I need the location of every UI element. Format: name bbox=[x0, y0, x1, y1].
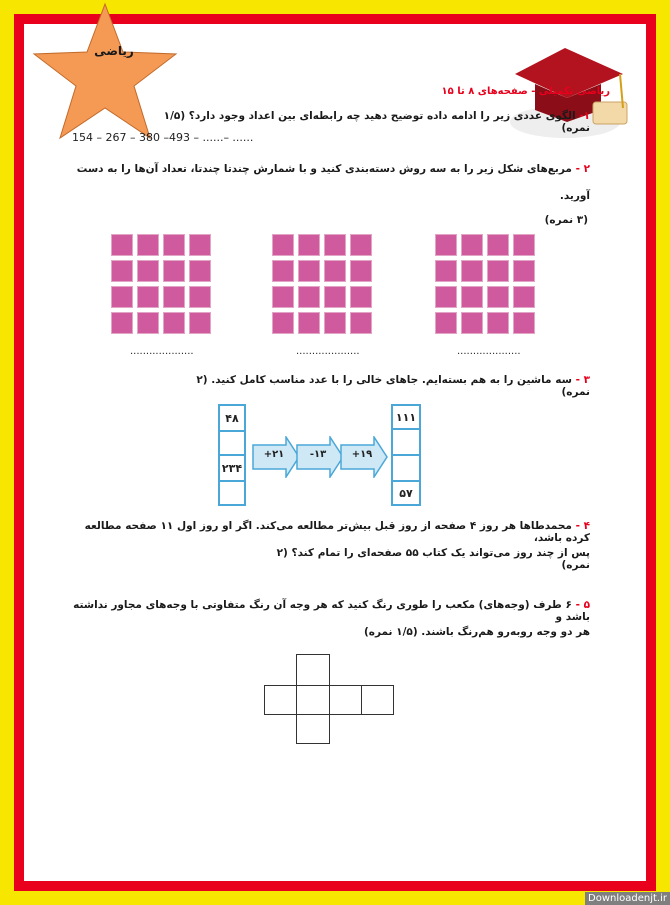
question-4-line2: پس از چند روز می‌تواند یک کتاب ۵۵ صفحه‌ای را تمام کند؟ (۲ نمره) bbox=[276, 547, 590, 571]
right-column-cell: ۱۱۱ bbox=[393, 406, 419, 430]
grid-square bbox=[137, 312, 159, 334]
question-5-text: ۶ طرف (وجه‌های) مکعب را طوری رنگ کنید که هر وجه آن رنگ متفاوتی با وجه‌های مجاور نداشته باشد و bbox=[73, 599, 590, 623]
machine-left-column bbox=[218, 404, 246, 506]
grid-square bbox=[324, 312, 346, 334]
grid-square bbox=[350, 286, 372, 308]
grid-square bbox=[298, 286, 320, 308]
question-2-line2: آورید. bbox=[559, 190, 590, 202]
cube-net-face-bottom bbox=[296, 714, 330, 744]
grid-square bbox=[350, 234, 372, 256]
question-3 bbox=[180, 374, 590, 398]
grid-square bbox=[298, 312, 320, 334]
grid-square bbox=[163, 312, 185, 334]
grid-square bbox=[111, 312, 133, 334]
grid-3-answer-blank: .................... bbox=[457, 346, 521, 357]
question-5-number: ۵ - bbox=[575, 599, 590, 611]
machine-arrow-3-label: +۱۹ bbox=[351, 449, 373, 460]
grid-square bbox=[461, 286, 483, 308]
grid-square bbox=[461, 234, 483, 256]
question-1-number: ۱- bbox=[579, 110, 590, 122]
grid-square bbox=[111, 260, 133, 282]
grid-square bbox=[272, 312, 294, 334]
left-column-cell bbox=[220, 482, 244, 504]
cube-net-face-right bbox=[329, 685, 362, 715]
square-grid-2 bbox=[272, 234, 372, 334]
cube-net-face-center bbox=[296, 685, 330, 715]
grid-square bbox=[189, 234, 211, 256]
grid-2-answer-blank: .................... bbox=[296, 346, 360, 357]
machine-arrow-1 bbox=[252, 436, 300, 478]
left-column-cell: ۴۸ bbox=[220, 406, 244, 432]
left-column-cell: ۲۳۴ bbox=[220, 456, 244, 482]
square-grid-3 bbox=[435, 234, 535, 334]
grid-square bbox=[513, 234, 535, 256]
grid-square bbox=[189, 260, 211, 282]
worksheet-title: ریاضی تکمیلی - صفحه‌های ۸ تا ۱۵ bbox=[441, 86, 610, 97]
grid-square bbox=[137, 260, 159, 282]
grid-square bbox=[111, 234, 133, 256]
grid-square bbox=[189, 312, 211, 334]
grid-square bbox=[513, 312, 535, 334]
grid-square bbox=[163, 234, 185, 256]
grid-square bbox=[513, 260, 535, 282]
question-4-number: ۴ - bbox=[575, 520, 590, 532]
question-1-text: الگوی عددی زیر را ادامه داده توضیح دهید چه رابطه‌ای بین اعداد وجود دارد؟ (۱/۵ نمره) bbox=[163, 110, 590, 134]
grid-square bbox=[435, 234, 457, 256]
square-grid-1 bbox=[111, 234, 211, 334]
question-3-number: ۳ - bbox=[575, 374, 590, 386]
grid-square bbox=[272, 260, 294, 282]
question-2-number: ۲ - bbox=[575, 163, 590, 175]
cube-net-face-back bbox=[361, 685, 394, 715]
grid-square bbox=[435, 286, 457, 308]
grid-square bbox=[487, 312, 509, 334]
grid-square bbox=[324, 234, 346, 256]
question-2-score: (۳ نمره) bbox=[544, 214, 588, 226]
grid-square bbox=[163, 260, 185, 282]
watermark: Downloadenjt.ir bbox=[585, 892, 670, 905]
subject-label: ریاضی bbox=[94, 44, 134, 58]
question-4 bbox=[70, 520, 590, 544]
question-4-text: محمدطاها هر روز ۴ صفحه از روز قبل بیش‌تر مطالعه می‌کند. اگر او روز اول ۱۱ صفحه مطالعه کرده باشد، bbox=[84, 520, 590, 544]
grid-square bbox=[487, 260, 509, 282]
machine-arrow-2 bbox=[296, 436, 344, 478]
machine-right-column bbox=[391, 404, 421, 506]
machine-arrow-2-label: -۱۳ bbox=[309, 449, 327, 460]
grid-square bbox=[435, 312, 457, 334]
grid-square bbox=[461, 312, 483, 334]
grid-square bbox=[111, 286, 133, 308]
grid-square bbox=[324, 260, 346, 282]
cube-net-face-top bbox=[296, 654, 330, 686]
grid-square bbox=[163, 286, 185, 308]
grid-square bbox=[137, 234, 159, 256]
machine-arrow-1-label: +۲۱ bbox=[263, 449, 285, 460]
grid-square bbox=[435, 260, 457, 282]
right-column-cell bbox=[393, 456, 419, 482]
grid-square bbox=[272, 234, 294, 256]
question-2-text: مربع‌های شکل زیر را به سه روش دسته‌بندی کنید و با شمارش چندتا چندتا، تعداد آن‌ها را به دست bbox=[76, 163, 572, 175]
grid-square bbox=[350, 312, 372, 334]
grid-square bbox=[461, 260, 483, 282]
grid-square bbox=[487, 286, 509, 308]
right-column-cell bbox=[393, 430, 419, 456]
question-2 bbox=[70, 161, 590, 177]
grid-square bbox=[513, 286, 535, 308]
number-sequence: 154 – 267 – 380 –493 – ......– ...... bbox=[72, 131, 254, 144]
grid-square bbox=[272, 286, 294, 308]
grid-square bbox=[350, 260, 372, 282]
question-3-text: سه ماشین را به هم بسته‌ایم. جاهای خالی را با عدد مناسب کامل کنید. (۲ نمره) bbox=[196, 374, 590, 398]
question-5 bbox=[66, 599, 590, 623]
grid-square bbox=[487, 234, 509, 256]
grid-1-answer-blank: .................... bbox=[130, 346, 194, 357]
left-column-cell bbox=[220, 432, 244, 456]
grid-square bbox=[298, 260, 320, 282]
grid-square bbox=[137, 286, 159, 308]
grid-square bbox=[298, 234, 320, 256]
right-column-cell: ۵۷ bbox=[399, 486, 413, 500]
cube-net-face-left bbox=[264, 685, 297, 715]
question-5-line2: هر دو وجه روبه‌رو هم‌رنگ باشند. (۱/۵ نمره) bbox=[363, 626, 590, 638]
grid-square bbox=[324, 286, 346, 308]
machine-arrow-3 bbox=[340, 436, 388, 478]
grid-square bbox=[189, 286, 211, 308]
